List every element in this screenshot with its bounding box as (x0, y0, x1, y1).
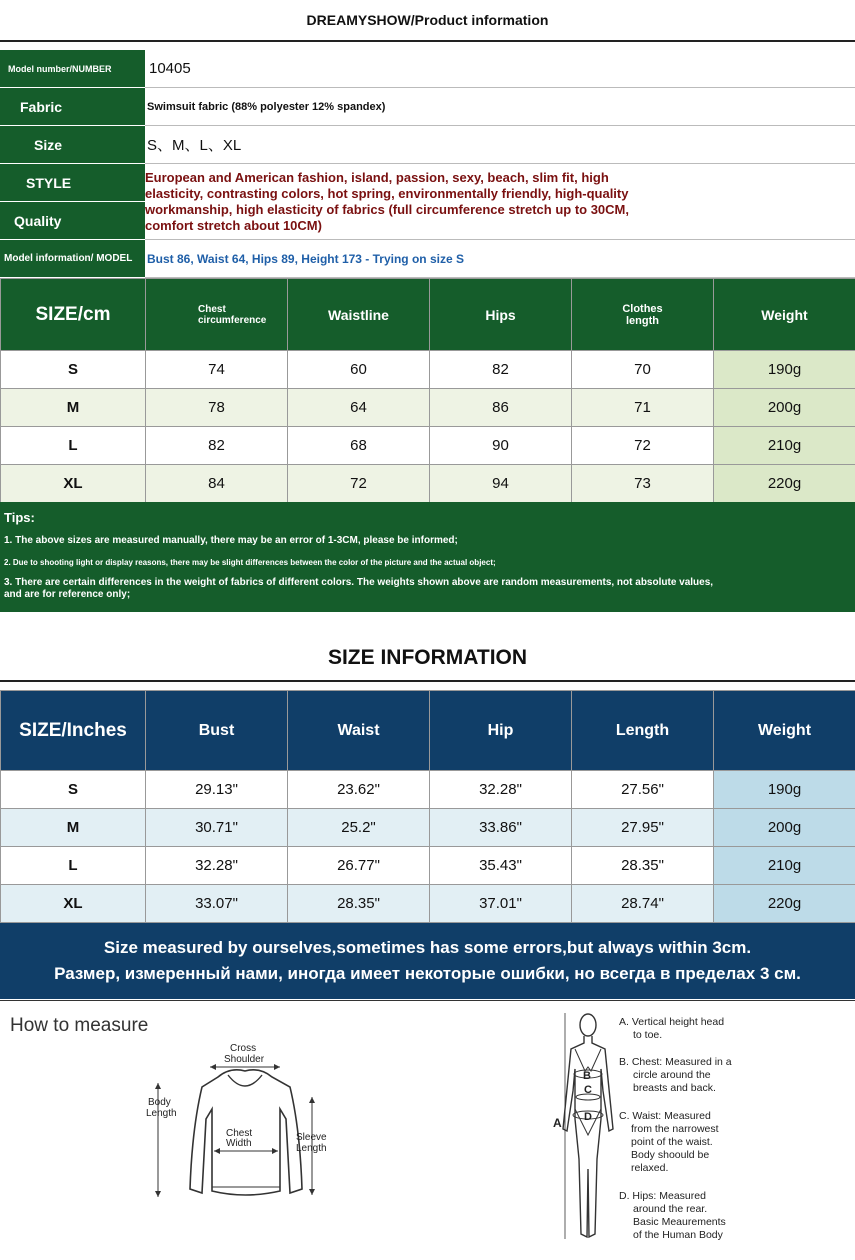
inch-header-hip: Hip (430, 691, 572, 771)
size-cell: S (1, 351, 146, 389)
table-cell: 71 (572, 389, 714, 427)
legend-line: from the narrowest (631, 1123, 719, 1135)
table-cell: 84 (146, 465, 288, 503)
page-title: DREAMYSHOW/Product information (306, 12, 549, 28)
legend-line: relaxed. (631, 1162, 669, 1174)
table-cell: 33.86" (430, 809, 572, 847)
size-value: S、M、L、XL (145, 126, 855, 164)
weight-cell: 210g (714, 427, 855, 465)
table-cell: 68 (288, 427, 430, 465)
tips-panel (0, 502, 855, 612)
model-number-value: 10405 (145, 50, 855, 88)
cross-shoulder-label: Shoulder (224, 1054, 265, 1065)
tip-line: 1. The above sizes are measured manually, there may be an error of 1-3CM, please be informed; (4, 535, 458, 546)
model-number-label: Model number/NUMBER (0, 50, 145, 88)
table-cell: 72 (288, 465, 430, 503)
body-letter-b: B (583, 1070, 591, 1082)
style-label: STYLE (0, 164, 145, 202)
weight-cell: 200g (714, 809, 855, 847)
weight-cell: 190g (714, 771, 855, 809)
measurement-note (0, 923, 855, 999)
tip-line: 3. There are certain differences in the weight of fabrics of different colors. The weights shown above are random measurements, not absolute values, and are for reference only; (4, 577, 714, 600)
legend-line: breasts and back. (633, 1082, 716, 1094)
sleeve-length-label: Length (296, 1143, 327, 1154)
table-cell: 64 (288, 389, 430, 427)
model-info-row (0, 240, 855, 278)
sweater-diagram-icon (140, 1039, 350, 1219)
table-cell: 33.07" (146, 885, 288, 923)
table-cell: 28.74" (572, 885, 714, 923)
size-information-title: SIZE INFORMATION (327, 646, 528, 669)
size-info-divider (0, 680, 855, 682)
table-cell: 72 (572, 427, 714, 465)
title-divider (0, 40, 855, 42)
body-letter-d: D (584, 1111, 592, 1123)
table-row (1, 847, 855, 885)
legend-line: Basic Meaurements (633, 1216, 726, 1228)
size-cell: L (1, 427, 146, 465)
note-english: Size measured by ourselves,sometimes has some errors,but always within 3cm. (103, 938, 752, 957)
how-to-measure-title: How to measure (10, 1015, 149, 1036)
size-cell: XL (1, 885, 146, 923)
fabric-row (0, 88, 855, 126)
table-cell: 70 (572, 351, 714, 389)
inch-header-waist: Waist (288, 691, 430, 771)
body-letter-a: A (553, 1116, 562, 1130)
table-cell: 35.43" (430, 847, 572, 885)
legend-line: B. Chest: Measured in a (619, 1056, 732, 1068)
legend-line: circle around the (633, 1069, 711, 1081)
note-russian: Размер, измеренный нами, иногда имеет некоторые ошибки, но всегда в пределах 3 см. (54, 964, 801, 983)
style-quality-value: European and American fashion, island, passion, sexy, beach, slim fit, high elasticity, contrasting colors, hot spring, environmentally friendly, high-quality workmanship, high elasticity of fabrics (full circumference stretch up to 30CM, comfort stretch about 10CM) (145, 170, 629, 233)
legend-line: C. Waist: Measured (619, 1110, 711, 1122)
table-row (1, 771, 855, 809)
table-cell: 32.28" (430, 771, 572, 809)
size-cell: M (1, 389, 146, 427)
legend-line: Body shoould be (631, 1149, 710, 1161)
size-label: Size (0, 126, 145, 164)
body-length-label: Body (148, 1097, 171, 1108)
table-cell: 27.95" (572, 809, 714, 847)
model-info-label: Model information/ MODEL (0, 240, 145, 278)
table-cell: 74 (146, 351, 288, 389)
tips-title: Tips: (4, 510, 35, 525)
cm-header-chest: Chest circumference (146, 279, 288, 351)
model-info-value: Bust 86, Waist 64, Hips 89, Height 173 - Trying on size S (145, 240, 855, 278)
legend-line: A. Vertical height head (619, 1016, 725, 1028)
sleeve-length-label: Sleeve (296, 1132, 327, 1143)
fabric-value: Swimsuit fabric (88% polyester 12% spandex) (145, 88, 855, 126)
table-cell: 26.77" (288, 847, 430, 885)
cm-table-header (1, 279, 855, 351)
table-cell: 82 (146, 427, 288, 465)
table-cell: 73 (572, 465, 714, 503)
weight-cell: 190g (714, 351, 855, 389)
table-cell: 28.35" (572, 847, 714, 885)
table-cell: 82 (430, 351, 572, 389)
size-cell: M (1, 809, 146, 847)
table-row (1, 351, 855, 389)
cm-header-length: Clothes length (572, 279, 714, 351)
table-row (1, 885, 855, 923)
inch-header-length: Length (572, 691, 714, 771)
fabric-label: Fabric (0, 88, 145, 126)
table-cell: 28.35" (288, 885, 430, 923)
body-length-label: Length (146, 1108, 177, 1119)
cm-header-size: SIZE/cm (1, 279, 146, 351)
size-cell: S (1, 771, 146, 809)
table-cell: 60 (288, 351, 430, 389)
how-to-measure-panel (0, 1000, 855, 1260)
table-cell: 90 (430, 427, 572, 465)
legend-line: D. Hips: Measured (619, 1190, 706, 1202)
measure-legend (615, 1011, 785, 1256)
inch-size-table (0, 690, 855, 923)
inch-header-size: SIZE/Inches (1, 691, 146, 771)
legend-line: point of the waist. (631, 1136, 713, 1148)
inch-header-weight: Weight (714, 691, 855, 771)
inch-table-header (1, 691, 855, 771)
table-cell: 78 (146, 389, 288, 427)
table-row (1, 389, 855, 427)
table-cell: 37.01" (430, 885, 572, 923)
table-cell: 94 (430, 465, 572, 503)
table-cell: 25.2" (288, 809, 430, 847)
weight-cell: 220g (714, 465, 855, 503)
table-cell: 27.56" (572, 771, 714, 809)
chest-width-label: Chest (226, 1128, 253, 1139)
weight-cell: 210g (714, 847, 855, 885)
chest-width-label: Width (226, 1138, 252, 1149)
weight-cell: 220g (714, 885, 855, 923)
table-cell: 30.71" (146, 809, 288, 847)
table-cell: 23.62" (288, 771, 430, 809)
legend-line: to toe. (633, 1029, 663, 1041)
cm-size-table (0, 278, 855, 503)
inch-header-bust: Bust (146, 691, 288, 771)
cross-shoulder-label: Cross (230, 1043, 257, 1054)
body-diagram-icon (545, 1009, 615, 1249)
tip-line: 2. Due to shooting light or display reasons, there may be slight differences between the color of the picture and the actual object; (4, 558, 496, 567)
size-cell: XL (1, 465, 146, 503)
model-number-row (0, 50, 855, 88)
table-cell: 32.28" (146, 847, 288, 885)
size-row (0, 126, 855, 164)
cm-header-hips: Hips (430, 279, 572, 351)
weight-cell: 200g (714, 389, 855, 427)
cm-header-weight: Weight (714, 279, 855, 351)
quality-label: Quality (0, 202, 145, 240)
table-cell: 86 (430, 389, 572, 427)
legend-line: of the Human Body (633, 1229, 723, 1241)
table-cell: 29.13" (146, 771, 288, 809)
legend-line: around the rear. (633, 1203, 708, 1215)
cm-header-waist: Waistline (288, 279, 430, 351)
table-row (1, 427, 855, 465)
size-cell: L (1, 847, 146, 885)
table-row (1, 465, 855, 503)
body-letter-c: C (584, 1084, 592, 1096)
table-row (1, 809, 855, 847)
